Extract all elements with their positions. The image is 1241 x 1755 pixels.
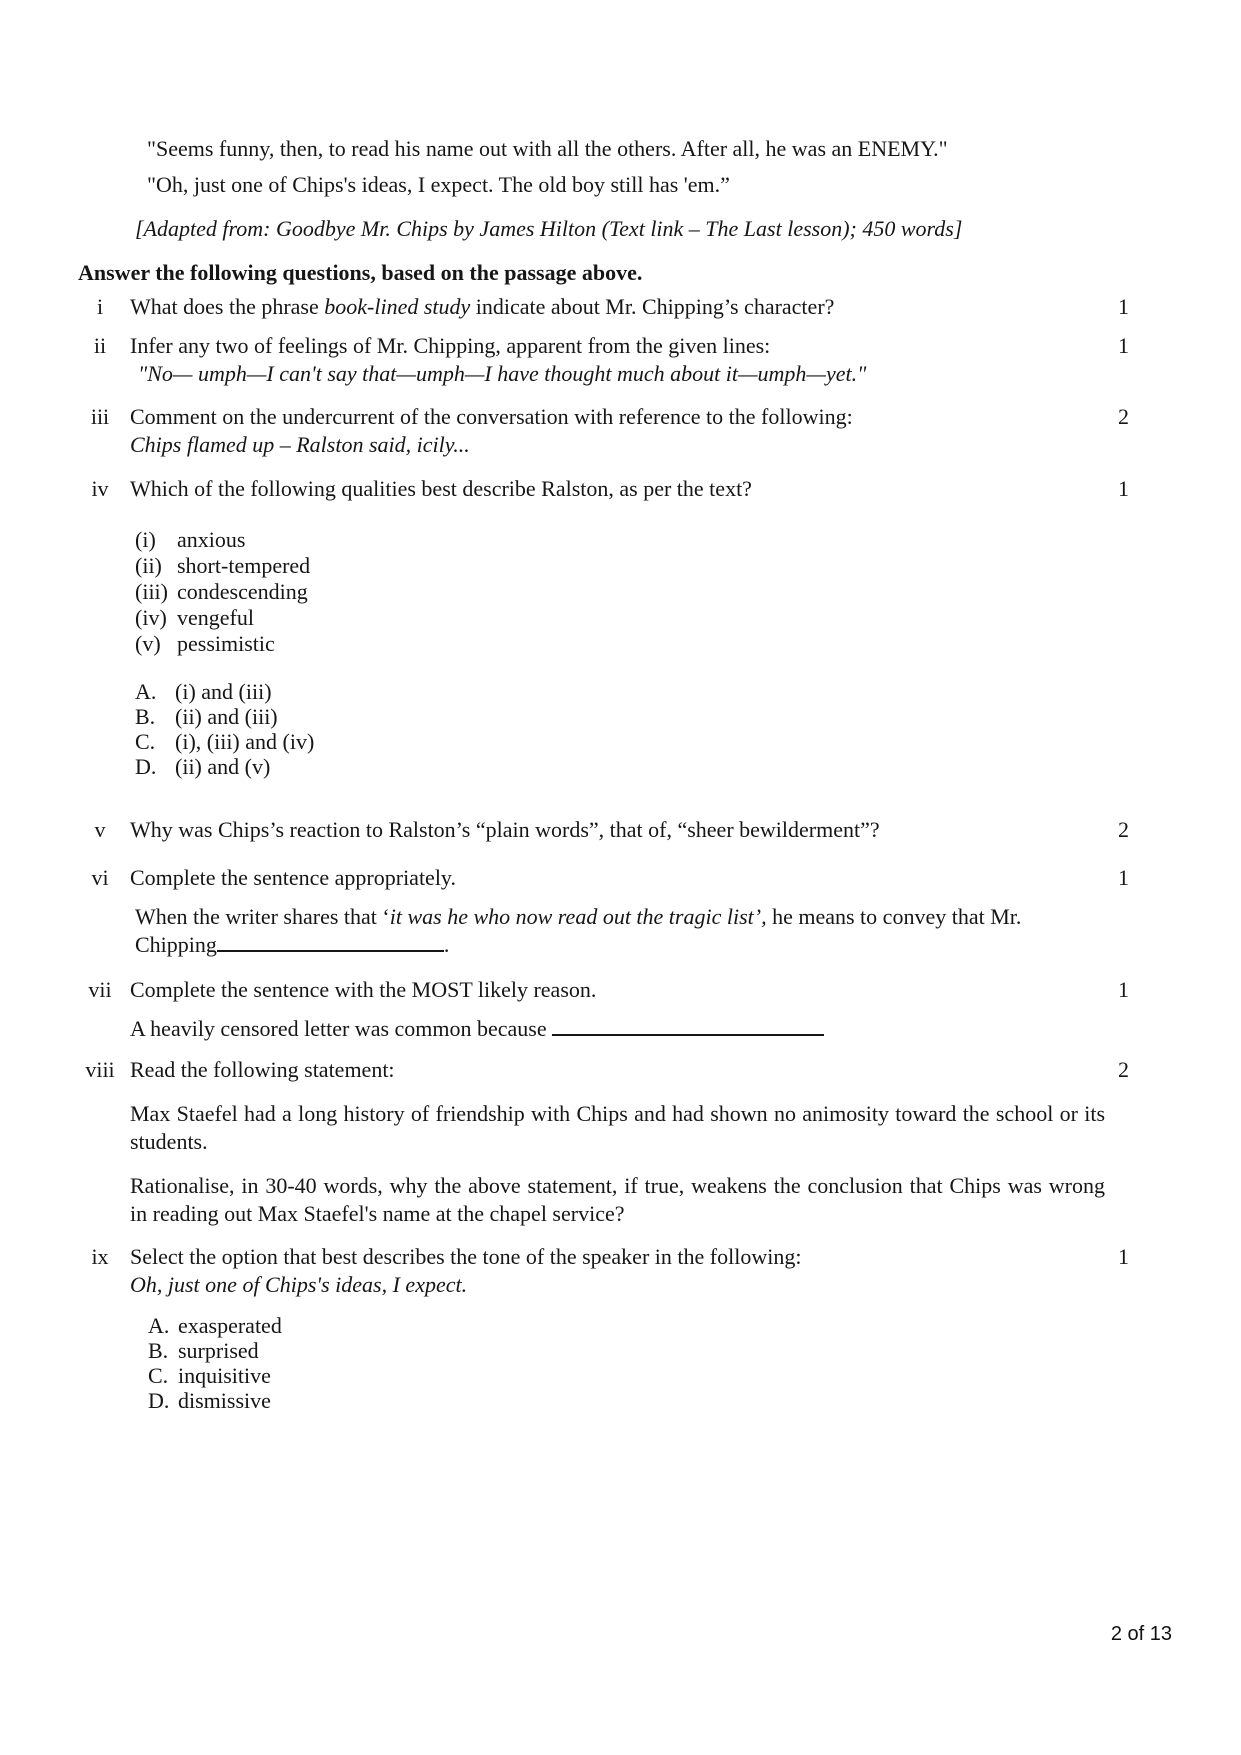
question-i-text-pre: What does the phrase [130, 294, 325, 319]
question-viii-stem: Read the following statement: [130, 1057, 395, 1082]
option-row [135, 704, 1105, 729]
list-item [135, 605, 1105, 631]
question-v [70, 816, 1129, 844]
list-item-label: (iii) [135, 579, 168, 604]
question-vi-body-line2-end: . [443, 932, 450, 957]
question-ii-text [130, 332, 1105, 388]
list-item [135, 631, 1105, 657]
question-iii-quote: Chips flamed up – Ralston said, icily... [130, 432, 470, 457]
option-row [135, 679, 1105, 704]
list-item [135, 527, 1105, 553]
option-label: B. [148, 1338, 169, 1363]
option-text: (ii) and (v) [175, 754, 271, 779]
question-ii [70, 332, 1129, 388]
answer-blank [552, 1032, 824, 1036]
option-row [148, 1338, 1105, 1363]
question-viii [70, 1056, 1129, 1228]
list-item-text: anxious [177, 527, 246, 552]
option-text: exasperated [178, 1313, 282, 1338]
question-vii-body [130, 1015, 1105, 1043]
question-viii-number: viii [85, 1057, 115, 1082]
option-label: D. [135, 754, 157, 779]
question-iii-text [130, 403, 1105, 459]
option-text: surprised [178, 1338, 259, 1363]
question-vi-body-line2 [135, 931, 1105, 959]
question-ii-number: ii [93, 333, 107, 358]
question-i-number: i [96, 294, 104, 319]
option-row [148, 1388, 1105, 1413]
question-ii-mark: 1 [1118, 333, 1129, 358]
question-i-text-post: indicate about Mr. Chipping’s character? [470, 294, 835, 319]
question-vi [70, 864, 1129, 959]
list-item-label: (ii) [135, 553, 162, 578]
answer-blank [217, 948, 444, 952]
question-iv-mark: 1 [1118, 476, 1129, 501]
page-number: 2 of 13 [1110, 1623, 1172, 1645]
question-viii-task: Rationalise, in 30-40 words, why the above statement, if true, weakens the conclusion that Chips was wrong in reading out Max Staefel's name at the chapel service? [130, 1173, 1105, 1226]
option-row [135, 729, 1105, 754]
question-ix-mark: 1 [1118, 1244, 1129, 1269]
question-vii-stem: Complete the sentence with the MOST likely reason. [130, 977, 597, 1002]
list-item-label: (i) [135, 527, 156, 552]
option-text: (i) and (iii) [175, 679, 272, 704]
question-v-number: v [94, 817, 106, 842]
option-row [135, 754, 1105, 779]
question-ii-quote: "No— umph—I can't say that—umph—I have thought much about it—umph—yet." [138, 361, 867, 386]
option-row [148, 1363, 1105, 1388]
question-iii [70, 403, 1129, 459]
option-text: dismissive [178, 1388, 271, 1413]
question-viii-statement: Max Staefel had a long history of friendship with Chips and had shown no animosity toward the school or its students. [130, 1101, 1105, 1154]
option-row [148, 1313, 1105, 1338]
question-vi-body-line2-start: Chipping [135, 932, 217, 957]
list-item-text: condescending [177, 579, 308, 604]
list-item-text: vengeful [177, 605, 254, 630]
question-vii-body-text: A heavily censored letter was common because [130, 1016, 553, 1041]
question-vi-body-line1 [135, 903, 1105, 931]
option-text: inquisitive [178, 1363, 271, 1388]
question-i [70, 293, 1129, 321]
question-iv-stem: Which of the following qualities best describe Ralston, as per the text? [130, 476, 752, 501]
list-item-text: pessimistic [177, 631, 275, 656]
passage-quote [147, 0, 1181, 203]
question-vi-mark: 1 [1118, 865, 1129, 890]
question-ii-stem: Infer any two of feelings of Mr. Chipping, apparent from the given lines: [130, 333, 771, 358]
list-item [135, 579, 1105, 605]
quote-line-2: "Oh, just one of Chips's ideas, I expect. The old boy still has 'em.” [147, 172, 730, 197]
question-i-text [130, 293, 1105, 321]
option-text: (ii) and (iii) [175, 704, 278, 729]
option-label: B. [135, 704, 156, 729]
question-ix-text [130, 1243, 1105, 1413]
question-vi-stem: Complete the sentence appropriately. [130, 865, 457, 890]
question-i-mark: 1 [1118, 294, 1129, 319]
question-ix-number: ix [91, 1244, 109, 1269]
question-ix-options [130, 1313, 1105, 1413]
question-iii-mark: 2 [1118, 404, 1129, 429]
question-vi-text [130, 864, 1105, 959]
section-heading: Answer the following questions, based on the passage above. [78, 260, 643, 285]
questions-list [70, 293, 1129, 1413]
question-iv-number: iv [91, 476, 109, 501]
option-label: A. [148, 1313, 170, 1338]
question-vii [70, 976, 1129, 1043]
question-vi-body-post: he means to convey that Mr. [766, 904, 1022, 929]
option-label: A. [135, 679, 157, 704]
question-v-mark: 2 [1118, 817, 1129, 842]
option-label: C. [135, 729, 156, 754]
passage-attribution: [Adapted from: Goodbye Mr. Chips by James Hilton (Text link – The Last lesson); 450 words] [135, 216, 963, 241]
question-vi-body-pre: When the writer shares that ‘ [135, 904, 390, 929]
question-viii-text [130, 1056, 1105, 1228]
question-vii-number: vii [88, 977, 112, 1002]
option-text: (i), (iii) and (iv) [175, 729, 315, 754]
question-vi-body [130, 903, 1105, 959]
list-item-text: short-tempered [177, 553, 311, 578]
question-iv-text [130, 475, 1105, 779]
question-iii-number: iii [90, 404, 110, 429]
quote-line-1: "Seems funny, then, to read his name out with all the others. After all, he was an ENEMY." [147, 136, 948, 161]
question-viii-mark: 2 [1118, 1057, 1129, 1082]
question-vii-text [130, 976, 1105, 1043]
question-iv-options [130, 679, 1105, 779]
question-iii-stem: Comment on the undercurrent of the conversation with reference to the following: [130, 404, 853, 429]
question-ix-quote: Oh, just one of Chips's ideas, I expect. [130, 1272, 468, 1297]
option-label: C. [148, 1363, 169, 1388]
list-item-label: (v) [135, 631, 161, 656]
question-vi-body-italic: it was he who now read out the tragic list’, [389, 904, 767, 929]
question-ix [70, 1243, 1129, 1413]
question-vii-mark: 1 [1118, 977, 1129, 1002]
question-iv-quality-list [130, 527, 1105, 657]
question-ix-stem: Select the option that best describes the tone of the speaker in the following: [130, 1244, 802, 1269]
question-v-text: Why was Chips’s reaction to Ralston’s “plain words”, that of, “sheer bewilderment”? [130, 817, 880, 842]
option-label: D. [148, 1388, 170, 1413]
question-vi-number: vi [91, 865, 109, 890]
list-item [135, 553, 1105, 579]
list-item-label: (iv) [135, 605, 167, 630]
question-iv [70, 475, 1129, 779]
question-i-text-italic: book-lined study [324, 294, 471, 319]
